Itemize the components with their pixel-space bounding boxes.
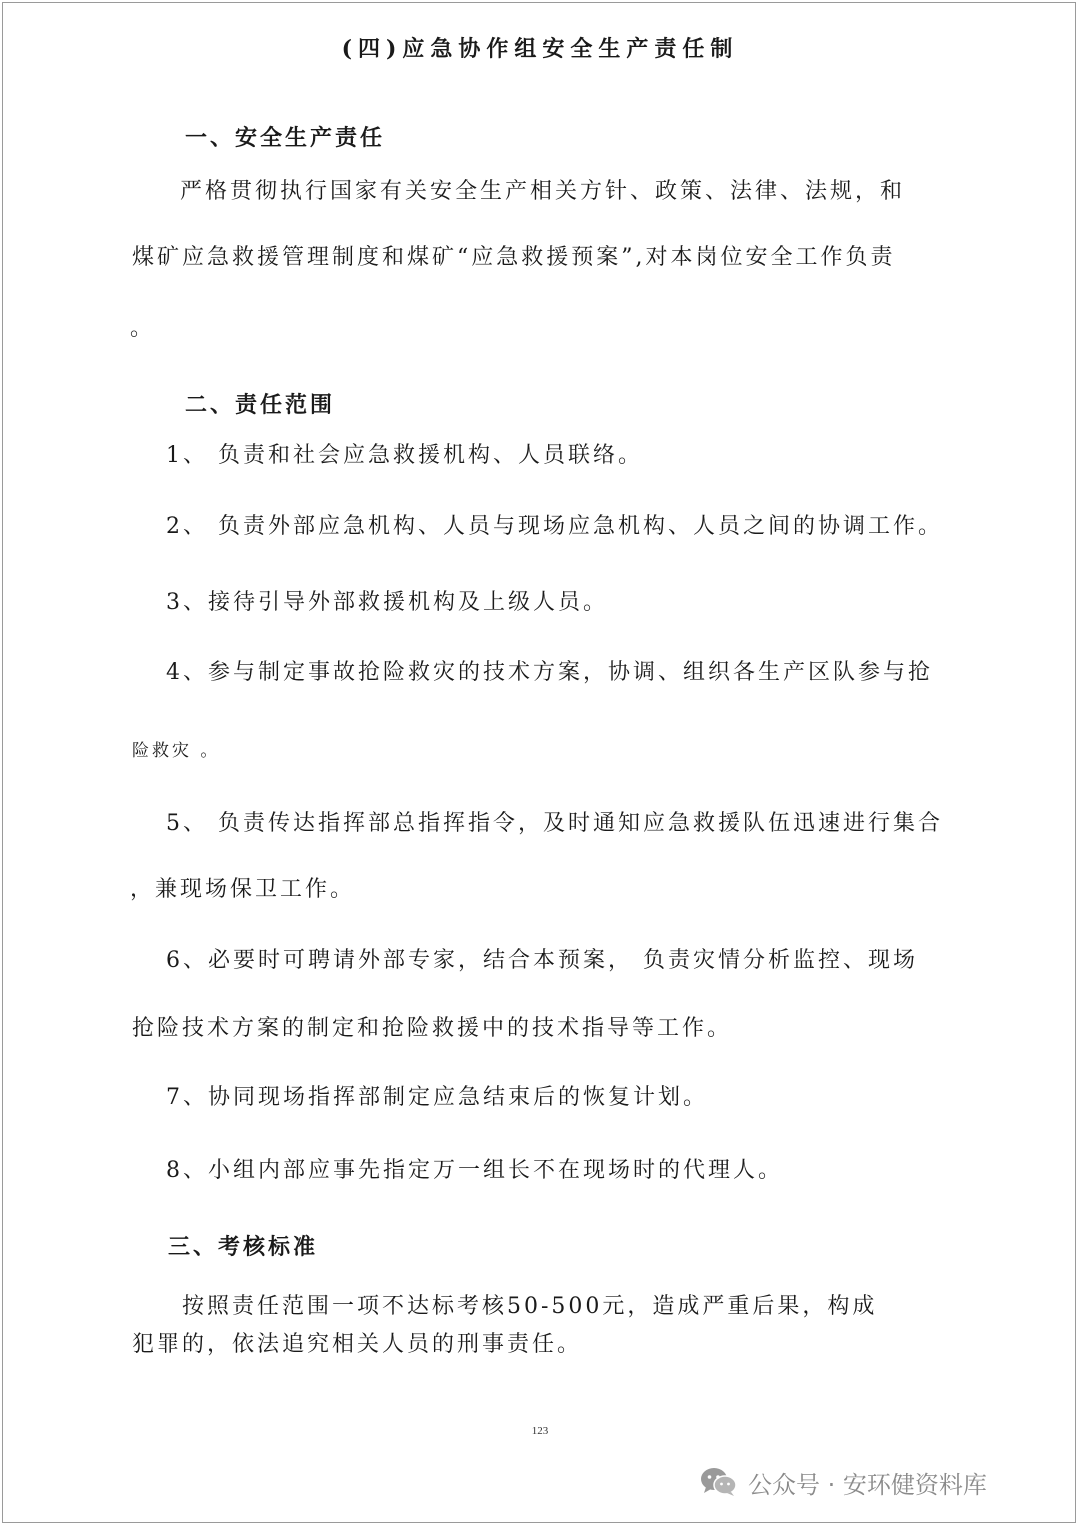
list-item: 5、 负责传达指挥部总指挥指令，及时通知应急救援队伍迅速进行集合: [166, 811, 943, 836]
list-item: 2、 负责外部应急机构、人员与现场应急机构、人员之间的协调工作。: [166, 514, 943, 539]
list-item: 8、小组内部应事先指定万一组长不在现场时的代理人。: [166, 1158, 783, 1183]
list-item: 3、接待引导外部救援机构及上级人员。: [166, 590, 608, 615]
paragraph-line: 犯罪的，依法追究相关人员的刑事责任。: [132, 1332, 583, 1357]
list-item-continuation: 抢险技术方案的制定和抢险救援中的技术指导等工作。: [132, 1016, 733, 1041]
section-heading: 二、责任范围: [185, 392, 336, 418]
section-heading: 三、考核标准: [168, 1234, 319, 1260]
list-item: 4、参与制定事故抢险救灾的技术方案，协调、组织各生产区队参与抢: [166, 660, 933, 685]
paragraph-line: 严格贯彻执行国家有关安全生产相关方针、政策、法律、法规，和: [180, 179, 906, 204]
paragraph-line: 按照责任范围一项不达标考核50-500元，造成严重后果，构成: [182, 1294, 878, 1319]
list-item: 6、必要时可聘请外部专家，结合本预案， 负责灾情分析监控、现场: [166, 948, 918, 973]
watermark-text: 公众号 · 安环健资料库: [748, 1470, 987, 1499]
paragraph-line: 煤矿应急救援管理制度和煤矿“应急救援预案”,对本岗位安全工作负责: [132, 245, 896, 270]
list-item-continuation: ，兼现场保卫工作。: [130, 877, 356, 902]
document-title: (四)应急协作组安全生产责任制: [341, 36, 739, 62]
watermark: [700, 1462, 987, 1502]
list-item-continuation: 险救灾 。: [132, 741, 221, 761]
page-number: 123: [531, 1425, 549, 1437]
list-item: 7、协同现场指挥部制定应急结束后的恢复计划。: [166, 1085, 708, 1110]
paragraph-line: 。: [130, 316, 156, 341]
section-heading: 一、安全生产责任: [185, 125, 386, 151]
wechat-icon: [700, 1466, 738, 1498]
list-item: 1、 负责和社会应急救援机构、人员联络。: [166, 443, 643, 468]
